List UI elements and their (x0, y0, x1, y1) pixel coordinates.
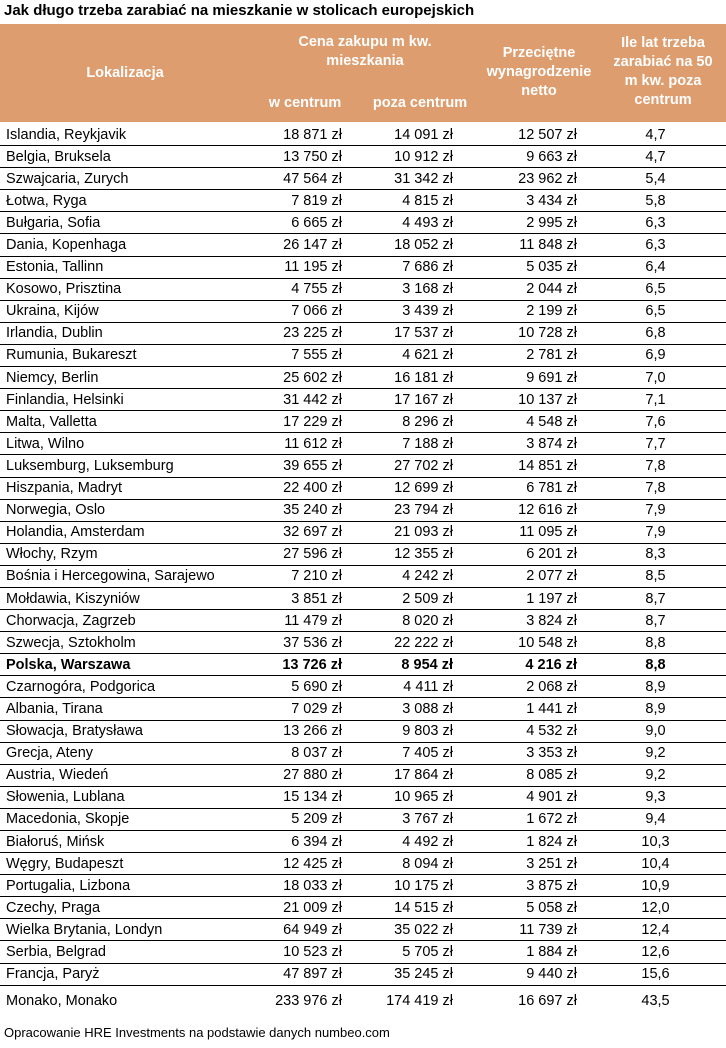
cell-location: Litwa, Wilno (0, 433, 248, 455)
cell-price-outside: 35 022 zł (350, 919, 461, 941)
table-row (0, 256, 726, 278)
cell-years: 7,7 (585, 433, 726, 455)
cell-price-outside: 7 686 zł (350, 256, 461, 278)
cell-price-outside: 174 419 zł (386, 992, 453, 1009)
cell-years: 7,1 (585, 389, 726, 411)
cell-price-center: 23 225 zł (248, 322, 350, 344)
table-row (0, 941, 726, 963)
cell-price-center: 26 147 zł (248, 234, 350, 256)
cell-price-center: 47 897 zł (248, 963, 350, 985)
cell-price-outside: 3 439 zł (350, 300, 461, 322)
cell-years: 5,8 (585, 190, 726, 212)
cell-price-outside: 4 621 zł (350, 344, 461, 366)
cell-price-outside: 4 242 zł (350, 565, 461, 587)
cell-location: Bośnia i Hercegowina, Sarajewo (0, 565, 248, 587)
table-row (0, 411, 726, 433)
cell-price-center: 7 066 zł (248, 300, 350, 322)
cell-salary: 4 901 zł (461, 786, 585, 808)
cell-price-center: 21 009 zł (248, 897, 350, 919)
cell-years: 8,8 (585, 632, 726, 654)
cell-price-outside: 16 181 zł (350, 367, 461, 389)
cell-price-outside: 14 091 zł (350, 124, 461, 146)
cell-years: 10,3 (585, 831, 726, 853)
table-row (0, 124, 726, 146)
cell-location: Irlandia, Dublin (0, 322, 248, 344)
cell-salary: 4 532 zł (461, 720, 585, 742)
page-title: Jak długo trzeba zarabiać na mieszkanie w stolicach europejskich (4, 2, 475, 19)
cell-location: Węgry, Budapeszt (0, 853, 248, 875)
cell-location: Szwajcaria, Zurych (0, 168, 248, 190)
cell-years: 6,5 (585, 300, 726, 322)
table-row (0, 698, 726, 720)
cell-price-center: 39 655 zł (248, 455, 350, 477)
cell-salary: 2 995 zł (461, 212, 585, 234)
table-row (0, 875, 726, 897)
cell-price-outside: 18 052 zł (350, 234, 461, 256)
table-row (0, 521, 726, 543)
cell-price-center: 6 665 zł (248, 212, 350, 234)
cell-price-outside: 4 411 zł (350, 676, 461, 698)
table-row (0, 853, 726, 875)
column-header-location: Lokalizacja (86, 65, 164, 81)
table-row (0, 389, 726, 411)
cell-salary: 6 201 zł (461, 543, 585, 565)
cell-salary: 5 035 zł (461, 256, 585, 278)
cell-years: 7,0 (585, 367, 726, 389)
cell-years: 9,2 (585, 764, 726, 786)
cell-location: Islandia, Reykjavik (0, 124, 248, 146)
cell-location: Łotwa, Ryga (0, 190, 248, 212)
cell-location: Włochy, Rzym (0, 543, 248, 565)
table-row (0, 565, 726, 587)
cell-salary: 3 434 zł (461, 190, 585, 212)
cell-price-center: 35 240 zł (248, 499, 350, 521)
table-row (0, 764, 726, 786)
cell-location: Mołdawia, Kiszyniów (0, 587, 248, 609)
cell-years: 8,8 (585, 654, 726, 676)
cell-location: Portugalia, Lizbona (0, 875, 248, 897)
cell-salary: 16 697 zł (518, 992, 577, 1009)
cell-price-center: 6 394 zł (248, 831, 350, 853)
cell-location: Polska, Warszawa (0, 654, 248, 676)
cell-price-outside: 17 167 zł (350, 389, 461, 411)
cell-price-center: 5 209 zł (248, 808, 350, 830)
cell-location: Estonia, Tallinn (0, 256, 248, 278)
cell-price-center: 15 134 zł (248, 786, 350, 808)
cell-price-center: 4 755 zł (248, 278, 350, 300)
cell-years: 10,9 (585, 875, 726, 897)
cell-salary: 2 077 zł (461, 565, 585, 587)
cell-salary: 6 781 zł (461, 477, 585, 499)
cell-location: Białoruś, Mińsk (0, 831, 248, 853)
column-header-price-group: Cena zakupu m kw. mieszkania (298, 34, 432, 69)
cell-price-center: 11 195 zł (248, 256, 350, 278)
cell-years: 4,7 (585, 146, 726, 168)
cell-years: 6,3 (585, 234, 726, 256)
column-header-price-center: w centrum (268, 95, 342, 111)
cell-years: 6,4 (585, 256, 726, 278)
cell-years: 10,4 (585, 853, 726, 875)
cell-salary: 23 962 zł (461, 168, 585, 190)
cell-years: 6,9 (585, 344, 726, 366)
cell-price-outside: 9 803 zł (350, 720, 461, 742)
cell-years: 43,5 (641, 992, 670, 1009)
cell-price-center: 25 602 zł (248, 367, 350, 389)
cell-salary: 11 739 zł (461, 919, 585, 941)
cell-price-outside: 8 094 zł (350, 853, 461, 875)
table-row (0, 477, 726, 499)
cell-location: Francja, Paryż (0, 963, 248, 985)
cell-price-outside: 3 767 zł (350, 808, 461, 830)
cell-price-outside: 21 093 zł (350, 521, 461, 543)
table-row (0, 919, 726, 941)
cell-price-center: 7 029 zł (248, 698, 350, 720)
table-body (0, 124, 726, 1016)
cell-salary: 10 137 zł (461, 389, 585, 411)
cell-price-center: 22 400 zł (248, 477, 350, 499)
cell-location: Hiszpania, Madryt (0, 477, 248, 499)
cell-salary: 3 824 zł (461, 610, 585, 632)
cell-price-outside: 5 705 zł (350, 941, 461, 963)
cell-price-center: 37 536 zł (248, 632, 350, 654)
cell-salary: 5 058 zł (461, 897, 585, 919)
table-row (0, 168, 726, 190)
cell-location: Szwecja, Sztokholm (0, 632, 248, 654)
table-row (0, 963, 726, 985)
cell-years: 8,7 (585, 610, 726, 632)
cell-salary: 14 851 zł (461, 455, 585, 477)
cell-price-center: 11 479 zł (248, 610, 350, 632)
table-row (0, 433, 726, 455)
cell-location: Niemcy, Berlin (0, 367, 248, 389)
table-row (0, 212, 726, 234)
cell-salary: 9 691 zł (461, 367, 585, 389)
table-row (0, 676, 726, 698)
cell-salary: 1 884 zł (461, 941, 585, 963)
cell-years: 6,5 (585, 278, 726, 300)
cell-location: Bułgaria, Sofia (0, 212, 248, 234)
cell-location: Ukraina, Kijów (0, 300, 248, 322)
cell-price-center: 18 871 zł (248, 124, 350, 146)
cell-price-outside: 35 245 zł (350, 963, 461, 985)
table-row (0, 322, 726, 344)
cell-location: Dania, Kopenhaga (0, 234, 248, 256)
table-row (0, 985, 726, 1016)
cell-years: 12,6 (585, 941, 726, 963)
table-row (0, 654, 726, 676)
cell-price-center: 233 976 zł (275, 992, 342, 1009)
cell-salary: 10 728 zł (461, 322, 585, 344)
table-row (0, 786, 726, 808)
cell-price-outside: 8 954 zł (350, 654, 461, 676)
cell-price-outside: 17 864 zł (350, 764, 461, 786)
cell-price-outside: 23 794 zł (350, 499, 461, 521)
cell-location: Macedonia, Skopje (0, 808, 248, 830)
cell-salary: 3 353 zł (461, 742, 585, 764)
cell-price-outside: 12 355 zł (350, 543, 461, 565)
cell-price-center: 13 750 zł (248, 146, 350, 168)
cell-price-center: 3 851 zł (248, 587, 350, 609)
cell-location: Czechy, Praga (0, 897, 248, 919)
table-row (0, 499, 726, 521)
cell-location: Słowacja, Bratysława (0, 720, 248, 742)
cell-location: Rumunia, Bukareszt (0, 344, 248, 366)
table-row (0, 344, 726, 366)
cell-years: 4,7 (585, 124, 726, 146)
cell-price-outside: 10 175 zł (350, 875, 461, 897)
table-row (0, 190, 726, 212)
cell-price-center: 13 726 zł (248, 654, 350, 676)
cell-price-outside: 4 492 zł (350, 831, 461, 853)
cell-price-center: 5 690 zł (248, 676, 350, 698)
cell-location: Holandia, Amsterdam (0, 521, 248, 543)
table-row (0, 234, 726, 256)
cell-price-center: 10 523 zł (248, 941, 350, 963)
cell-years: 8,9 (585, 676, 726, 698)
cell-years: 9,2 (585, 742, 726, 764)
cell-salary: 3 251 zł (461, 853, 585, 875)
cell-price-outside: 10 912 zł (350, 146, 461, 168)
cell-salary: 2 068 zł (461, 676, 585, 698)
cell-price-outside: 14 515 zł (350, 897, 461, 919)
cell-salary: 3 875 zł (461, 875, 585, 897)
table-row (0, 455, 726, 477)
cell-location: Norwegia, Oslo (0, 499, 248, 521)
cell-salary: 1 441 zł (461, 698, 585, 720)
cell-price-center: 18 033 zł (248, 875, 350, 897)
table-row (0, 742, 726, 764)
cell-salary: 12 616 zł (461, 499, 585, 521)
cell-location: Malta, Valletta (0, 411, 248, 433)
table-row (0, 610, 726, 632)
cell-price-outside: 7 188 zł (350, 433, 461, 455)
cell-location: Albania, Tirana (0, 698, 248, 720)
cell-salary: 3 874 zł (461, 433, 585, 455)
cell-location: Chorwacja, Zagrzeb (0, 610, 248, 632)
cell-location: Wielka Brytania, Londyn (0, 919, 248, 941)
cell-years: 7,8 (585, 477, 726, 499)
table-row (0, 831, 726, 853)
cell-price-center: 12 425 zł (248, 853, 350, 875)
cell-years: 6,8 (585, 322, 726, 344)
cell-salary: 12 507 zł (461, 124, 585, 146)
table-row (0, 367, 726, 389)
cell-years: 7,6 (585, 411, 726, 433)
cell-price-outside: 8 296 zł (350, 411, 461, 433)
cell-location: Luksemburg, Luksemburg (0, 455, 248, 477)
cell-years: 7,9 (585, 499, 726, 521)
cell-location: Serbia, Belgrad (0, 941, 248, 963)
table-row (0, 300, 726, 322)
cell-years: 7,9 (585, 521, 726, 543)
cell-years: 8,5 (585, 565, 726, 587)
cell-location: Monako, Monako (6, 992, 118, 1009)
cell-salary: 8 085 zł (461, 764, 585, 786)
cell-location: Finlandia, Helsinki (0, 389, 248, 411)
cell-price-center: 31 442 zł (248, 389, 350, 411)
cell-price-outside: 4 815 zł (350, 190, 461, 212)
cell-salary: 2 044 zł (461, 278, 585, 300)
cell-price-outside: 8 020 zł (350, 610, 461, 632)
cell-price-center: 64 949 zł (248, 919, 350, 941)
cell-years: 9,3 (585, 786, 726, 808)
table-row (0, 632, 726, 654)
cell-salary: 4 548 zł (461, 411, 585, 433)
cell-price-center: 32 697 zł (248, 521, 350, 543)
cell-price-outside: 7 405 zł (350, 742, 461, 764)
column-header-years: Ile lat trzeba zarabiać na 50 m kw. poza centrum (613, 35, 713, 108)
cell-years: 5,4 (585, 168, 726, 190)
cell-location: Grecja, Ateny (0, 742, 248, 764)
cell-salary: 1 672 zł (461, 808, 585, 830)
cell-salary: 1 824 zł (461, 831, 585, 853)
cell-years: 9,4 (585, 808, 726, 830)
cell-price-outside: 2 509 zł (350, 587, 461, 609)
column-header-salary: Przeciętne wynagrodzenie netto (486, 45, 592, 99)
cell-years: 12,0 (585, 897, 726, 919)
cell-price-center: 7 555 zł (248, 344, 350, 366)
cell-location: Kosowo, Prisztina (0, 278, 248, 300)
table-row (0, 720, 726, 742)
cell-price-center: 7 819 zł (248, 190, 350, 212)
cell-price-outside: 27 702 zł (350, 455, 461, 477)
cell-price-center: 27 880 zł (248, 764, 350, 786)
cell-price-center: 47 564 zł (248, 168, 350, 190)
cell-price-center: 13 266 zł (248, 720, 350, 742)
cell-price-outside: 12 699 zł (350, 477, 461, 499)
data-table (0, 124, 726, 1016)
cell-price-outside: 3 168 zł (350, 278, 461, 300)
table-header (0, 24, 726, 122)
cell-price-outside: 17 537 zł (350, 322, 461, 344)
cell-location: Austria, Wiedeń (0, 764, 248, 786)
cell-salary: 2 781 zł (461, 344, 585, 366)
table-row (0, 897, 726, 919)
cell-salary: 10 548 zł (461, 632, 585, 654)
cell-price-center: 7 210 zł (248, 565, 350, 587)
cell-location: Słowenia, Lublana (0, 786, 248, 808)
table-row (0, 587, 726, 609)
cell-price-outside: 4 493 zł (350, 212, 461, 234)
cell-price-center: 8 037 zł (248, 742, 350, 764)
cell-salary: 1 197 zł (461, 587, 585, 609)
cell-salary: 11 848 zł (461, 234, 585, 256)
cell-years: 12,4 (585, 919, 726, 941)
cell-years: 8,3 (585, 543, 726, 565)
cell-salary: 2 199 zł (461, 300, 585, 322)
cell-years: 9,0 (585, 720, 726, 742)
cell-salary: 9 440 zł (461, 963, 585, 985)
table-row (0, 278, 726, 300)
cell-salary: 9 663 zł (461, 146, 585, 168)
source-note: Opracowanie HRE Investments na podstawie danych numbeo.com (4, 1025, 390, 1040)
cell-salary: 4 216 zł (461, 654, 585, 676)
table-row (0, 808, 726, 830)
cell-years: 8,9 (585, 698, 726, 720)
cell-years: 15,6 (585, 963, 726, 985)
cell-price-outside: 31 342 zł (350, 168, 461, 190)
cell-price-outside: 10 965 zł (350, 786, 461, 808)
cell-years: 7,8 (585, 455, 726, 477)
cell-years: 6,3 (585, 212, 726, 234)
cell-price-center: 11 612 zł (248, 433, 350, 455)
cell-price-center: 17 229 zł (248, 411, 350, 433)
cell-salary: 11 095 zł (461, 521, 585, 543)
cell-price-outside: 22 222 zł (350, 632, 461, 654)
table-row (0, 146, 726, 168)
table-row (0, 543, 726, 565)
cell-years: 8,7 (585, 587, 726, 609)
cell-price-outside: 3 088 zł (350, 698, 461, 720)
cell-location: Czarnogóra, Podgorica (0, 676, 248, 698)
column-header-price-outside: poza centrum (372, 95, 468, 111)
cell-location: Belgia, Bruksela (0, 146, 248, 168)
cell-price-center: 27 596 zł (248, 543, 350, 565)
